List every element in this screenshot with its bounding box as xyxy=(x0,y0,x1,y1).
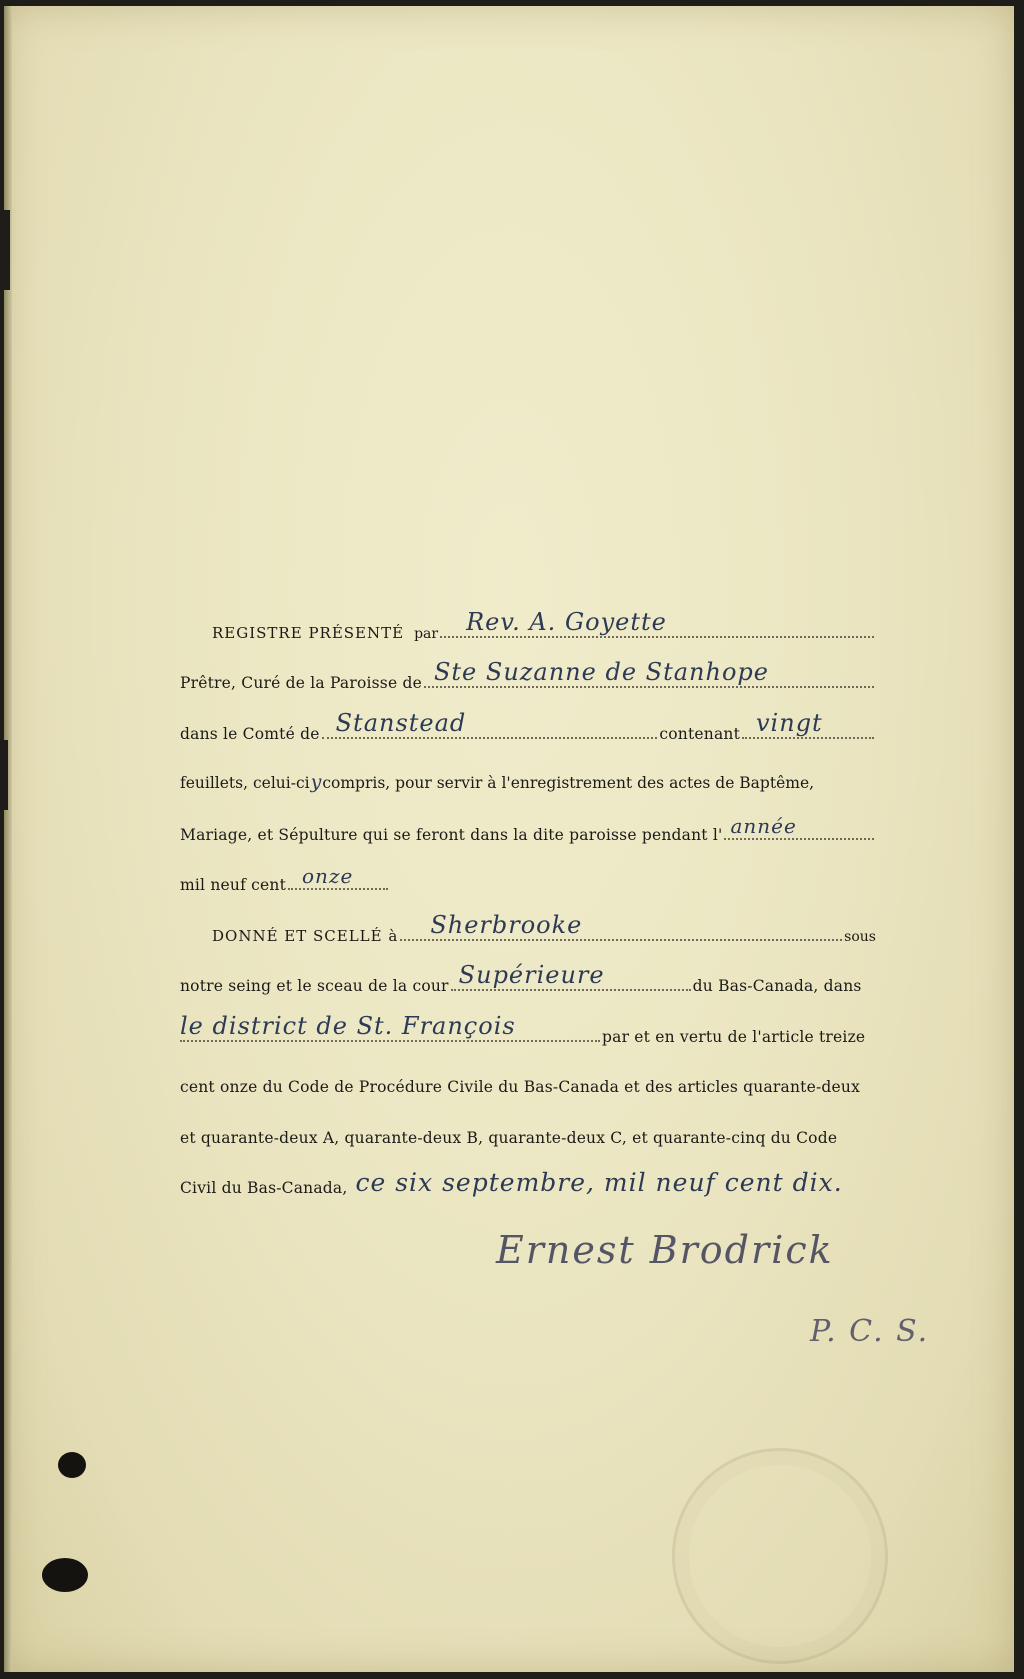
fill-line-parish xyxy=(424,658,874,688)
line-code-1 xyxy=(180,1046,876,1097)
punch-hole xyxy=(58,1452,86,1478)
handwritten-parish: Ste Suzanne de Stanhope xyxy=(433,658,769,686)
fill-line-place xyxy=(400,910,842,941)
line-district xyxy=(180,995,876,1046)
printed-text: REGISTRE PRÉSENTÉ xyxy=(212,623,405,642)
register-certificate xyxy=(180,591,876,1197)
printed-text: contenant xyxy=(659,724,740,743)
printed-text: dans le Comté de xyxy=(180,724,320,743)
printed-text: mil neuf cent xyxy=(180,876,287,894)
line-acts xyxy=(180,793,876,844)
printed-text: par et en vertu de l'article treize xyxy=(602,1027,866,1046)
line-court xyxy=(180,945,876,996)
line-presented-by xyxy=(180,591,876,642)
handwritten-year-word: année xyxy=(730,813,797,838)
line-year xyxy=(180,844,876,895)
printed-text: et quarante-deux A, quarante-deux B, quarante-deux C, et quarante-cinq du Code xyxy=(180,1128,838,1147)
printed-text: Civil du Bas-Canada, xyxy=(180,1179,348,1197)
binding-shadow xyxy=(0,210,10,290)
line-given-at xyxy=(180,894,876,945)
punch-hole xyxy=(42,1558,88,1592)
handwritten-year: onze xyxy=(302,864,354,888)
line-code-2 xyxy=(180,1096,876,1147)
printed-text: du Bas-Canada, dans xyxy=(692,977,862,995)
printed-text: cent onze du Code de Procédure Civile du Bas-Canada et des articles quarante-deux xyxy=(180,1078,861,1096)
handwritten-mark: y xyxy=(310,771,322,793)
signature-title: P. C. S. xyxy=(810,1314,930,1349)
printed-text: par xyxy=(414,625,439,642)
embossed-seal xyxy=(672,1448,888,1664)
printed-text: sous xyxy=(844,928,876,945)
handwritten-court: Supérieure xyxy=(458,961,605,989)
fill-line-district xyxy=(180,1011,600,1042)
fill-line-presenter xyxy=(440,607,874,638)
printed-text: feuillets, celui-ciycompris, pour servir à l'enregistrement des actes de Baptême, xyxy=(180,771,815,793)
line-county xyxy=(180,692,876,743)
printed-text: notre seing et le sceau de la cour xyxy=(180,977,449,995)
handwritten-date: ce six septembre, mil neuf cent dix. xyxy=(355,1168,843,1197)
line-parish xyxy=(180,642,876,693)
handwritten-district: le district de St. François xyxy=(180,1011,516,1040)
handwritten-count: vingt xyxy=(756,708,823,737)
line-sheets xyxy=(180,743,876,794)
fill-line-county xyxy=(322,708,658,739)
handwritten-county: Stanstead xyxy=(335,708,467,737)
line-date xyxy=(180,1147,876,1198)
printed-text: DONNÉ ET SCELLÉ à xyxy=(212,926,399,945)
fill-line-count xyxy=(742,708,874,739)
printed-text: Mariage, et Sépulture qui se feront dans la dite paroisse pendant l' xyxy=(180,825,723,844)
handwritten-presenter: Rev. A. Goyette xyxy=(466,607,667,636)
signature-name: Ernest Brodrick xyxy=(496,1228,834,1272)
binding-shadow xyxy=(0,740,8,810)
printed-text: Prêtre, Curé de la Paroisse de xyxy=(180,674,422,692)
fill-line-year xyxy=(288,864,388,890)
handwritten-place: Sherbrooke xyxy=(430,910,583,939)
register-page xyxy=(4,6,1014,1672)
fill-line-year-word xyxy=(724,813,874,840)
fill-line-court xyxy=(451,961,691,991)
